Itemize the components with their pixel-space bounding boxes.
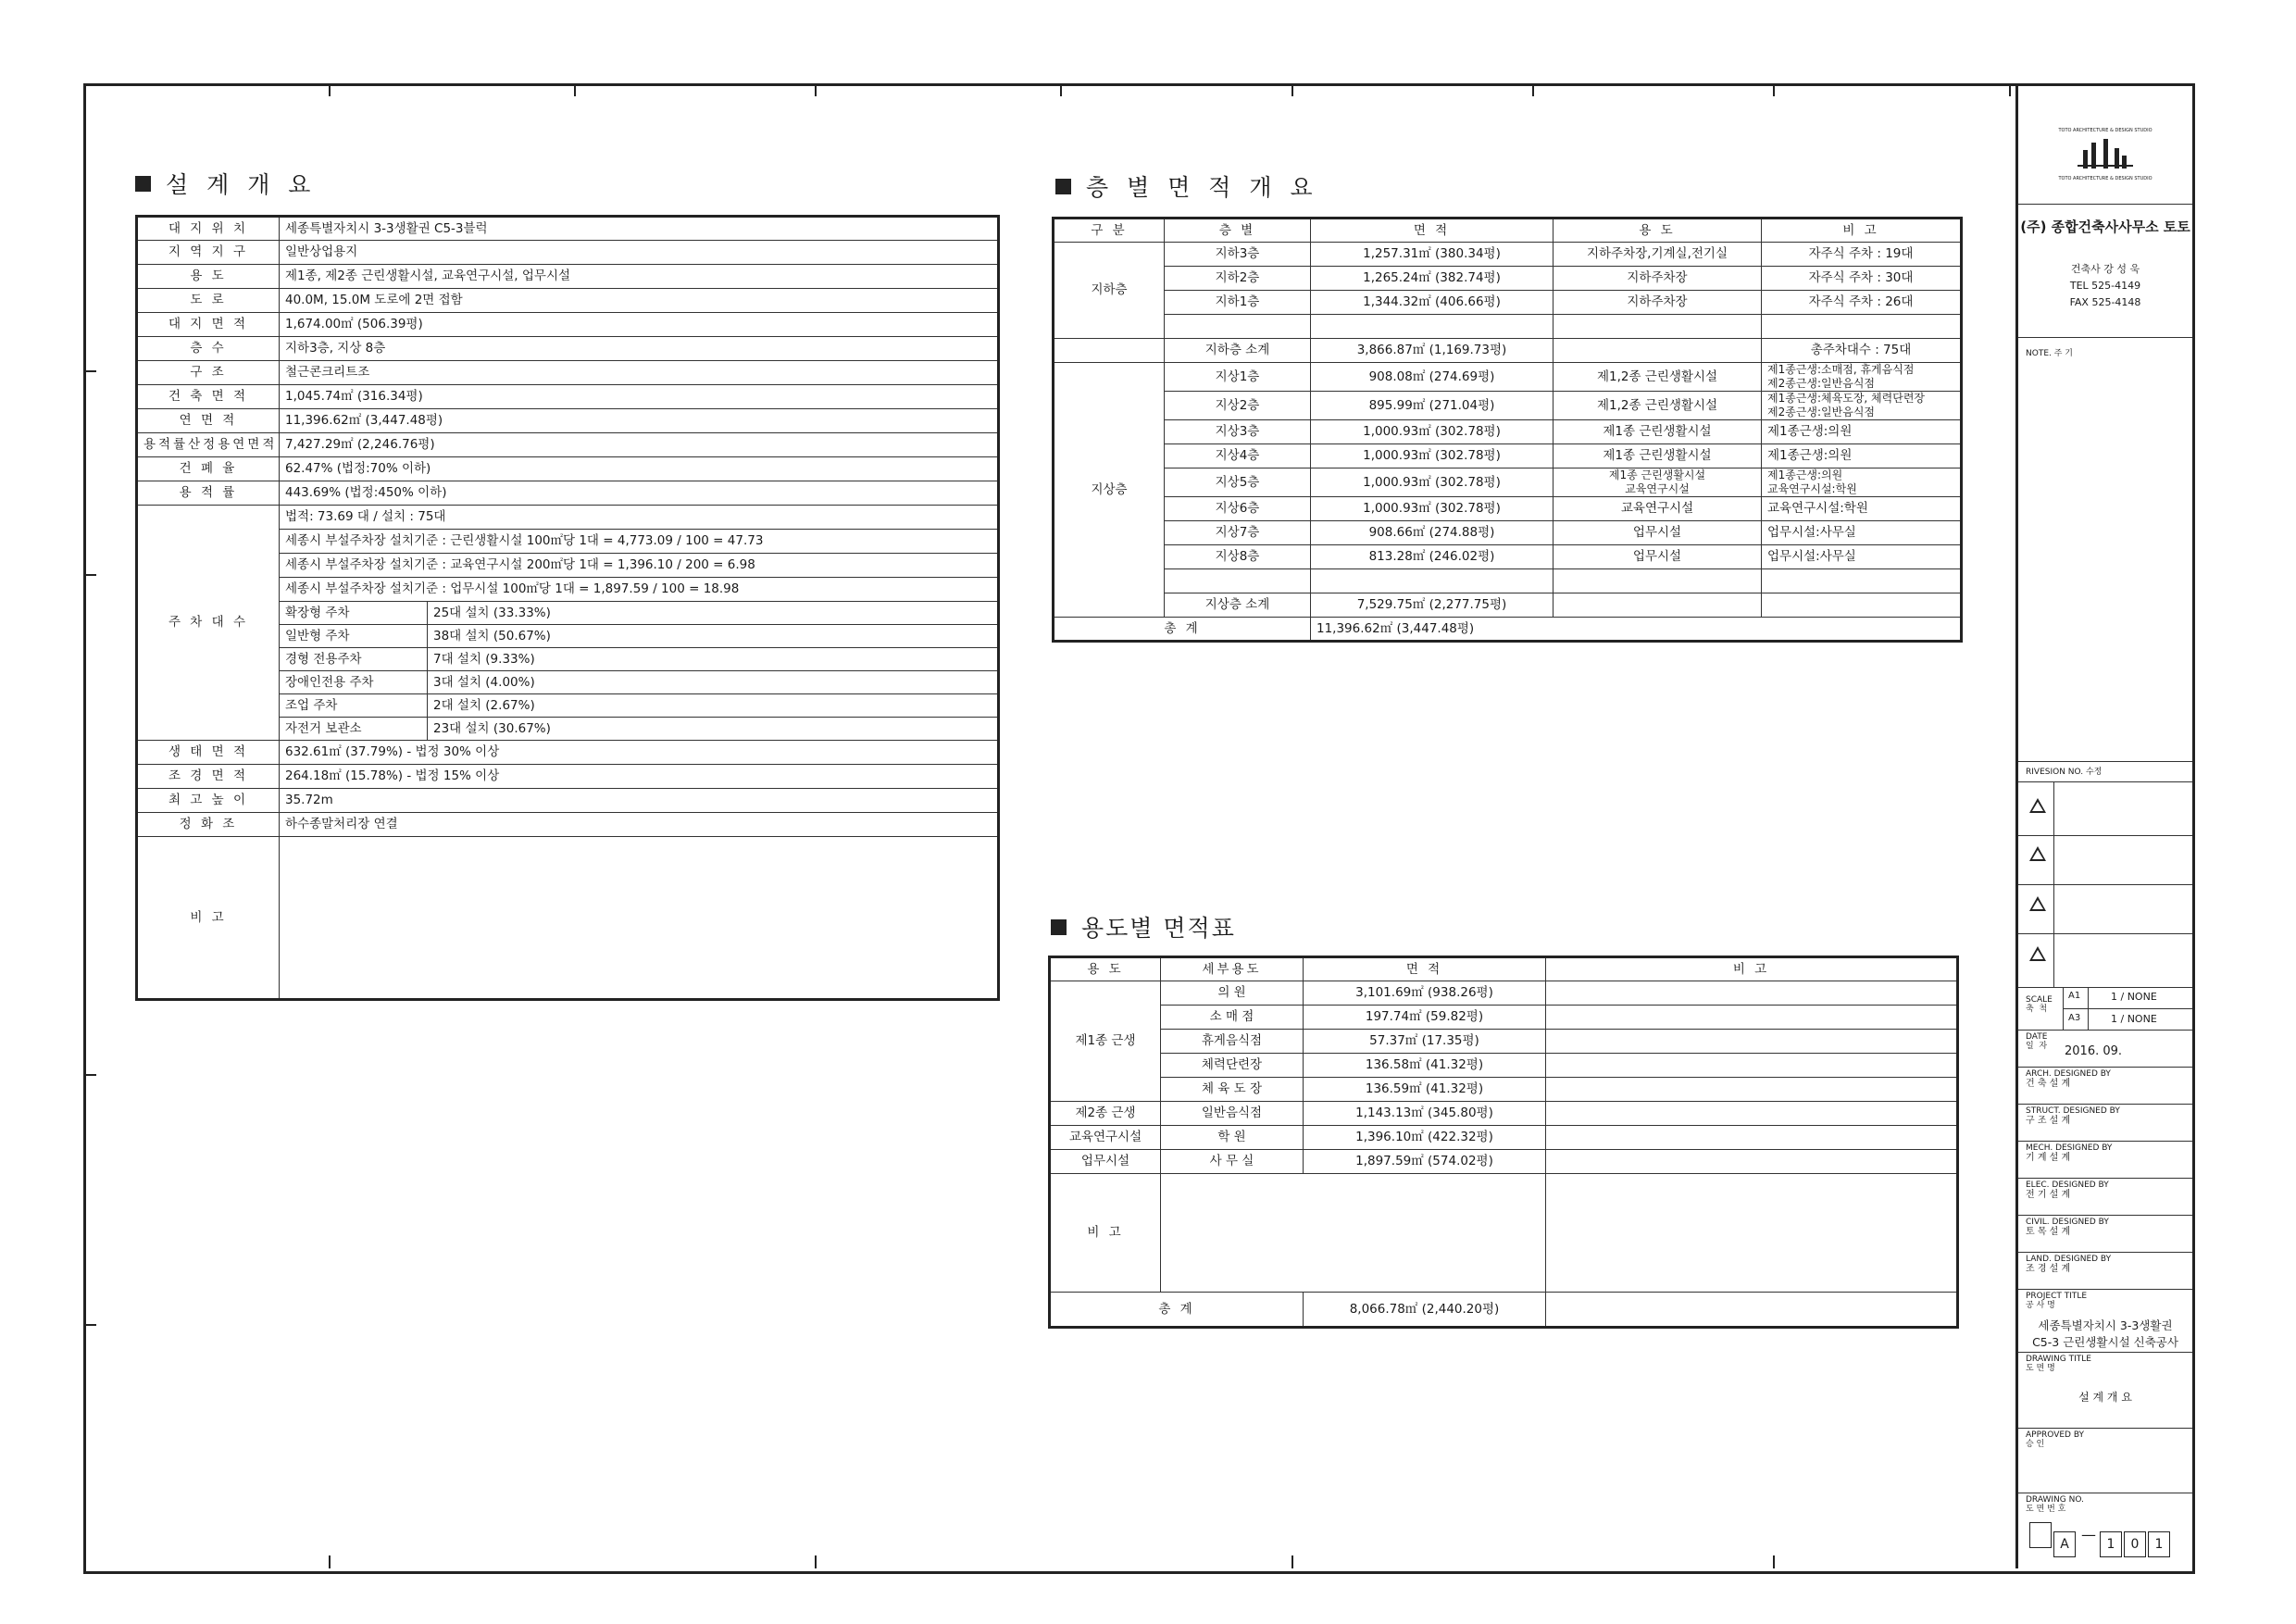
date-label: DATE 일 자 — [2026, 1032, 2048, 1051]
drawing-no-prefix: A — [2053, 1531, 2076, 1557]
row-value: 철근콘크리트조 — [280, 361, 999, 385]
empty-row — [1054, 569, 1962, 593]
project-label-ko: 공 사 명 — [2026, 1301, 2055, 1310]
logo-mark-icon — [2078, 137, 2133, 170]
parking-type-name: 조업 주차 — [280, 694, 428, 718]
parking-type-name: 장애인전용 주차 — [280, 671, 428, 694]
bullet-square-icon — [135, 176, 151, 192]
section-title-text: 설 계 개 요 — [166, 171, 317, 198]
floor-use: 제1종 근린생활시설 교육연구시설 — [1554, 468, 1762, 497]
floor-area: 1,000.93㎡ (302.78평) — [1311, 444, 1554, 468]
floor-note: 교육연구시설:학원 — [1762, 497, 1962, 521]
floor-name: 지상1층 — [1165, 363, 1311, 392]
floor-note: 업무시설:사무실 — [1762, 545, 1962, 569]
subtotal-area: 3,866.87㎡ (1,169.73평) — [1311, 339, 1554, 363]
row-label: 지 역 지 구 — [137, 241, 280, 265]
row-label: 대 지 위 치 — [137, 217, 280, 241]
approved-label-ko: 승 인 — [2026, 1440, 2045, 1449]
parking-type-name: 일반형 주차 — [280, 625, 428, 648]
subtotal-area: 7,529.75㎡ (2,277.75평) — [1311, 593, 1554, 618]
use-area-value: 57.37㎡ (17.35평) — [1304, 1030, 1546, 1054]
floor-use: 업무시설 — [1554, 545, 1762, 569]
drawing-no-digit: 1 — [2100, 1531, 2122, 1557]
table-row — [1050, 1054, 1958, 1078]
arch-value: 건 축 설 계 — [2026, 1079, 2071, 1089]
row-label: 구 조 — [137, 361, 280, 385]
floor-area: 1,257.31㎡ (380.34평) — [1311, 243, 1554, 267]
total-area: 8,066.78㎡ (2,440.20평) — [1304, 1293, 1546, 1328]
table-row — [1054, 243, 1962, 267]
row-value: 632.61㎡ (37.79%) - 법정 30% 이상 — [280, 741, 999, 765]
remarks-value — [1161, 1174, 1546, 1293]
floor-use: 지하주차장,기계실,전기실 — [1554, 243, 1762, 267]
header-row — [1054, 219, 1962, 243]
drawing-no-label-ko: 도 면 번 호 — [2026, 1505, 2066, 1514]
use-note — [1546, 1030, 1958, 1054]
date-value: 2016. 09. — [2065, 1044, 2123, 1058]
arch-label: ARCH. DESIGNED BY — [2026, 1069, 2111, 1079]
table-row — [137, 385, 999, 409]
elec-label: ELEC. DESIGNED BY — [2026, 1181, 2109, 1190]
table-row — [1054, 363, 1962, 392]
sub-use: 사 무 실 — [1161, 1150, 1304, 1174]
civil-label: CIVIL. DESIGNED BY — [2026, 1218, 2109, 1227]
table-row — [137, 765, 999, 789]
column-header: 세부용도 — [1161, 957, 1304, 981]
floor-area: 813.28㎡ (246.02평) — [1311, 545, 1554, 569]
table-row — [137, 409, 999, 433]
subtotal-label: 지하층 소계 — [1165, 339, 1311, 363]
parking-label: 주 차 대 수 — [137, 506, 280, 741]
design-overview-title — [135, 167, 316, 200]
sub-use: 학 원 — [1161, 1126, 1304, 1150]
row-label: 정 화 조 — [137, 813, 280, 837]
revision-triangle-icon — [2029, 846, 2046, 861]
use-area-value: 136.59㎡ (41.32평) — [1304, 1078, 1546, 1102]
table-row — [137, 741, 999, 765]
use-note — [1546, 1150, 1958, 1174]
row-label: 조 경 면 적 — [137, 765, 280, 789]
floor-area: 908.66㎡ (274.88평) — [1311, 521, 1554, 545]
column-header: 면 적 — [1304, 957, 1546, 981]
table-row — [1050, 1030, 1958, 1054]
table-row — [1050, 1006, 1958, 1030]
parking-line: 세종시 부설주차장 설치기준 : 근린생활시설 100㎡당 1대 = 4,773.09 / 100 = 47.73 — [280, 530, 999, 554]
table-row — [1054, 497, 1962, 521]
remarks-value — [280, 837, 999, 1000]
column-header: 면 적 — [1311, 219, 1554, 243]
scale-a3-label: A3 — [2068, 1013, 2081, 1023]
floor-use: 제1,2종 근린생활시설 — [1554, 392, 1762, 420]
column-header: 비 고 — [1546, 957, 1958, 981]
floor-name: 지상2층 — [1165, 392, 1311, 420]
floor-area-table — [1052, 217, 1963, 643]
table-row — [1054, 420, 1962, 444]
empty-cell — [1554, 569, 1762, 593]
floor-name: 지상8층 — [1165, 545, 1311, 569]
table-row — [137, 265, 999, 289]
total-label: 총 계 — [1054, 618, 1311, 642]
parking-type-name: 자전거 보관소 — [280, 718, 428, 741]
floor-name: 지하3층 — [1165, 243, 1311, 267]
column-header: 층 별 — [1165, 219, 1311, 243]
sub-use: 체력단련장 — [1161, 1054, 1304, 1078]
row-label: 층 수 — [137, 337, 280, 361]
empty-cell — [1762, 569, 1962, 593]
table-row — [1050, 981, 1958, 1006]
row-value: 62.47% (법정:70% 이하) — [280, 457, 999, 481]
row-label: 건 폐 율 — [137, 457, 280, 481]
parking-type-value: 23대 설치 (30.67%) — [428, 718, 999, 741]
mech-value: 기 계 설 계 — [2026, 1153, 2071, 1163]
revision-triangle-icon — [2029, 946, 2046, 961]
floor-name: 지상7층 — [1165, 521, 1311, 545]
drawing-title-value: 설 계 개 요 — [2078, 1391, 2132, 1404]
table-row — [1054, 267, 1962, 291]
firm-tel: TEL 525-4149 — [2069, 280, 2141, 292]
empty-cell — [1762, 593, 1962, 618]
total-area: 11,396.62㎡ (3,447.48평) — [1311, 618, 1962, 642]
empty-cell — [1054, 339, 1165, 363]
subtotal-row — [1054, 339, 1962, 363]
empty-cell — [1311, 315, 1554, 339]
use-area-table — [1048, 956, 1959, 1329]
subtotal-note: 총주차대수 : 75대 — [1762, 339, 1962, 363]
remarks-label: 비 고 — [1050, 1174, 1161, 1293]
bullet-square-icon — [1055, 179, 1071, 194]
remarks-label: 비 고 — [137, 837, 280, 1000]
row-value: 제1종, 제2종 근린생활시설, 교육연구시설, 업무시설 — [280, 265, 999, 289]
use-note — [1546, 1054, 1958, 1078]
drawing-number — [2029, 1522, 2172, 1557]
row-label: 최 고 높 이 — [137, 789, 280, 813]
floor-use: 지하주차장 — [1554, 291, 1762, 315]
table-row — [1054, 468, 1962, 497]
floor-use: 제1,2종 근린생활시설 — [1554, 363, 1762, 392]
empty-cell — [1165, 315, 1311, 339]
parking-type-name: 경형 전용주차 — [280, 648, 428, 671]
empty-row — [1054, 315, 1962, 339]
table-row — [137, 813, 999, 837]
floor-area-title — [1055, 169, 1318, 203]
floor-name: 지상4층 — [1165, 444, 1311, 468]
total-row — [1054, 618, 1962, 642]
mech-label: MECH. DESIGNED BY — [2026, 1143, 2113, 1153]
table-row — [137, 289, 999, 313]
row-label: 건 축 면 적 — [137, 385, 280, 409]
remarks-row — [137, 837, 999, 1000]
empty-cell — [1554, 339, 1762, 363]
sub-use: 휴게음식점 — [1161, 1030, 1304, 1054]
row-value: 11,396.62㎡ (3,447.48평) — [280, 409, 999, 433]
floor-note: 업무시설:사무실 — [1762, 521, 1962, 545]
section-title-text: 층 별 면 적 개 요 — [1086, 174, 1318, 201]
floor-note: 자주식 주차 : 26대 — [1762, 291, 1962, 315]
scale-a3-value: 1 / NONE — [2111, 1013, 2157, 1025]
bullet-square-icon — [1051, 919, 1067, 935]
table-row — [1054, 444, 1962, 468]
logo-caption-bottom: TOTO ARCHITECTURE & DESIGN STUDIO — [2058, 176, 2152, 181]
drawing-no-digit: 0 — [2124, 1531, 2146, 1557]
floor-name: 지하2층 — [1165, 267, 1311, 291]
firm-name: (주) 종합건축사사무소 토토 — [2020, 219, 2190, 235]
row-label: 대 지 면 적 — [137, 313, 280, 337]
floor-note: 자주식 주차 : 30대 — [1762, 267, 1962, 291]
parking-line: 세종시 부설주차장 설치기준 : 업무시설 100㎡당 1대 = 1,897.59 / 100 = 18.98 — [280, 578, 999, 602]
land-value: 조 경 설 계 — [2026, 1264, 2071, 1274]
use-area-value: 197.74㎡ (59.82평) — [1304, 1006, 1546, 1030]
parking-type-value: 25대 설치 (33.33%) — [428, 602, 999, 625]
floor-note: 제1종근생:체육도장, 체력단련장 제2종근생:일반음식점 — [1762, 392, 1962, 420]
use-area-value: 1,143.13㎡ (345.80평) — [1304, 1102, 1546, 1126]
table-row — [1050, 1078, 1958, 1102]
table-row — [1054, 545, 1962, 569]
table-row — [137, 789, 999, 813]
drawing-no-digit: 1 — [2148, 1531, 2170, 1557]
floor-area: 1,000.93㎡ (302.78평) — [1311, 468, 1554, 497]
use-group-label: 제1종 근생 — [1050, 981, 1161, 1102]
table-row — [1050, 1150, 1958, 1174]
empty-cell — [1311, 569, 1554, 593]
table-row — [137, 457, 999, 481]
scale-a1-value: 1 / NONE — [2111, 991, 2157, 1003]
parking-type-value: 3대 설치 (4.00%) — [428, 671, 999, 694]
sub-use: 소 매 점 — [1161, 1006, 1304, 1030]
floor-use: 제1종 근린생활시설 — [1554, 444, 1762, 468]
section-title-text: 용도별 면적표 — [1081, 915, 1236, 942]
row-value: 7,427.29㎡ (2,246.76평) — [280, 433, 999, 457]
project-title-line1: 세종특별자치시 3-3생활권 — [2038, 1318, 2173, 1332]
total-row — [1050, 1293, 1958, 1328]
table-row — [137, 241, 999, 265]
floor-note: 제1종근생:의원 — [1762, 420, 1962, 444]
use-note — [1546, 981, 1958, 1006]
row-value: 1,674.00㎡ (506.39평) — [280, 313, 999, 337]
floor-area: 1,000.93㎡ (302.78평) — [1311, 497, 1554, 521]
column-header: 용 도 — [1554, 219, 1762, 243]
sub-use: 의 원 — [1161, 981, 1304, 1006]
table-row — [137, 313, 999, 337]
sub-use: 체 육 도 장 — [1161, 1078, 1304, 1102]
row-label: 용적률산정용연면적 — [137, 433, 280, 457]
elec-value: 전 기 설 계 — [2026, 1190, 2071, 1200]
scale-a1-label: A1 — [2068, 991, 2081, 1001]
column-header: 구 분 — [1054, 219, 1165, 243]
floor-note: 제1종근생:소매점, 휴게음식점 제2종근생:일반음식점 — [1762, 363, 1962, 392]
floor-note: 제1종근생:의원 — [1762, 444, 1962, 468]
total-note — [1546, 1293, 1958, 1328]
row-value: 443.69% (법정:450% 이하) — [280, 481, 999, 506]
row-label: 용 도 — [137, 265, 280, 289]
column-header: 비 고 — [1762, 219, 1962, 243]
column-header: 용 도 — [1050, 957, 1161, 981]
remarks-note — [1546, 1174, 1958, 1293]
total-label: 총 계 — [1050, 1293, 1304, 1328]
header-row — [1050, 957, 1958, 981]
floor-use: 제1종 근린생활시설 — [1554, 420, 1762, 444]
remarks-row — [1050, 1174, 1958, 1293]
floor-note: 자주식 주차 : 19대 — [1762, 243, 1962, 267]
use-area-value: 136.58㎡ (41.32평) — [1304, 1054, 1546, 1078]
row-label: 용 적 률 — [137, 481, 280, 506]
table-row — [137, 337, 999, 361]
drawing-no-label: DRAWING NO. — [2026, 1495, 2084, 1505]
row-value: 지하3층, 지상 8층 — [280, 337, 999, 361]
table-row — [137, 481, 999, 506]
use-group-label: 교육연구시설 — [1050, 1126, 1161, 1150]
land-label: LAND. DESIGNED BY — [2026, 1255, 2112, 1264]
sub-use: 일반음식점 — [1161, 1102, 1304, 1126]
table-row — [137, 433, 999, 457]
row-value: 264.18㎡ (15.78%) - 법정 15% 이상 — [280, 765, 999, 789]
floor-area: 895.99㎡ (271.04평) — [1311, 392, 1554, 420]
drawing-title-label-ko: 도 면 명 — [2026, 1364, 2055, 1373]
floor-use: 업무시설 — [1554, 521, 1762, 545]
use-note — [1546, 1078, 1958, 1102]
firm-logo — [2018, 93, 2192, 194]
use-area-title — [1051, 910, 1236, 943]
empty-cell — [1554, 315, 1762, 339]
row-value: 하수종말처리장 연결 — [280, 813, 999, 837]
table-row — [1054, 392, 1962, 420]
empty-cell — [1554, 593, 1762, 618]
floor-area: 908.08㎡ (274.69평) — [1311, 363, 1554, 392]
logo-caption-top: TOTO ARCHITECTURE & DESIGN STUDIO — [2058, 128, 2152, 133]
floor-note: 제1종근생:의원 교육연구시설:학원 — [1762, 468, 1962, 497]
project-label: PROJECT TITLE — [2026, 1292, 2088, 1301]
scale-label: SCALE 축 척 — [2026, 995, 2053, 1014]
parking-type-value: 2대 설치 (2.67%) — [428, 694, 999, 718]
use-note — [1546, 1126, 1958, 1150]
floor-area: 1,344.32㎡ (406.66평) — [1311, 291, 1554, 315]
use-group-label: 제2종 근생 — [1050, 1102, 1161, 1126]
floor-area: 1,265.24㎡ (382.74평) — [1311, 267, 1554, 291]
empty-cell — [1762, 315, 1962, 339]
table-row — [1054, 521, 1962, 545]
floor-name: 지상6층 — [1165, 497, 1311, 521]
drawing-title-label: DRAWING TITLE — [2026, 1355, 2091, 1364]
civil-value: 토 목 설 계 — [2026, 1227, 2071, 1237]
table-row — [137, 506, 999, 530]
parking-line: 법적: 73.69 대 / 설치 : 75대 — [280, 506, 999, 530]
floor-area: 1,000.93㎡ (302.78평) — [1311, 420, 1554, 444]
table-row — [1050, 1102, 1958, 1126]
group-label: 지하층 — [1054, 243, 1165, 339]
row-value: 세종특별자치시 3-3생활권 C5-3블럭 — [280, 217, 999, 241]
table-row — [1054, 291, 1962, 315]
architect-name: 건축사 강 성 욱 — [2070, 263, 2140, 275]
use-note — [1546, 1102, 1958, 1126]
row-label: 연 면 적 — [137, 409, 280, 433]
row-label: 생 태 면 적 — [137, 741, 280, 765]
table-row — [1050, 1126, 1958, 1150]
use-area-value: 1,897.59㎡ (574.02평) — [1304, 1150, 1546, 1174]
parking-line: 세종시 부설주차장 설치기준 : 교육연구시설 200㎡당 1대 = 1,396.10 / 200 = 6.98 — [280, 554, 999, 578]
row-value: 1,045.74㎡ (316.34평) — [280, 385, 999, 409]
group-label: 지상층 — [1054, 363, 1165, 618]
use-area-value: 1,396.10㎡ (422.32평) — [1304, 1126, 1546, 1150]
design-overview-table — [135, 215, 1000, 1001]
approved-label: APPROVED BY — [2026, 1430, 2085, 1440]
revision-triangle-icon — [2029, 798, 2046, 813]
table-row — [137, 361, 999, 385]
row-value: 35.72m — [280, 789, 999, 813]
project-title-line2: C5-3 근린생활시설 신축공사 — [2032, 1335, 2178, 1349]
revision-triangle-icon — [2029, 896, 2046, 911]
subtotal-row — [1054, 593, 1962, 618]
use-group-label: 업무시설 — [1050, 1150, 1161, 1174]
row-value: 일반상업용지 — [280, 241, 999, 265]
revision-label: RIVESION NO. 수정 — [2026, 768, 2103, 777]
drawing-no-dash: — — [2081, 1526, 2096, 1543]
table-row — [137, 217, 999, 241]
title-block — [2015, 85, 2192, 1568]
floor-use: 교육연구시설 — [1554, 497, 1762, 521]
row-value: 40.0M, 15.0M 도로에 2면 접함 — [280, 289, 999, 313]
use-note — [1546, 1006, 1958, 1030]
firm-fax: FAX 525-4148 — [2069, 296, 2141, 308]
struct-label: STRUCT. DESIGNED BY — [2026, 1106, 2120, 1116]
note-label: NOTE. 주 기 — [2026, 349, 2073, 358]
floor-use: 지하주차장 — [1554, 267, 1762, 291]
floor-name: 지상3층 — [1165, 420, 1311, 444]
floor-name: 지상5층 — [1165, 468, 1311, 497]
parking-type-name: 확장형 주차 — [280, 602, 428, 625]
empty-cell — [1165, 569, 1311, 593]
parking-type-value: 38대 설치 (50.67%) — [428, 625, 999, 648]
floor-name: 지하1층 — [1165, 291, 1311, 315]
parking-type-value: 7대 설치 (9.33%) — [428, 648, 999, 671]
row-label: 도 로 — [137, 289, 280, 313]
struct-value: 구 조 설 계 — [2026, 1116, 2071, 1126]
subtotal-label: 지상층 소계 — [1165, 593, 1311, 618]
use-area-value: 3,101.69㎡ (938.26평) — [1304, 981, 1546, 1006]
